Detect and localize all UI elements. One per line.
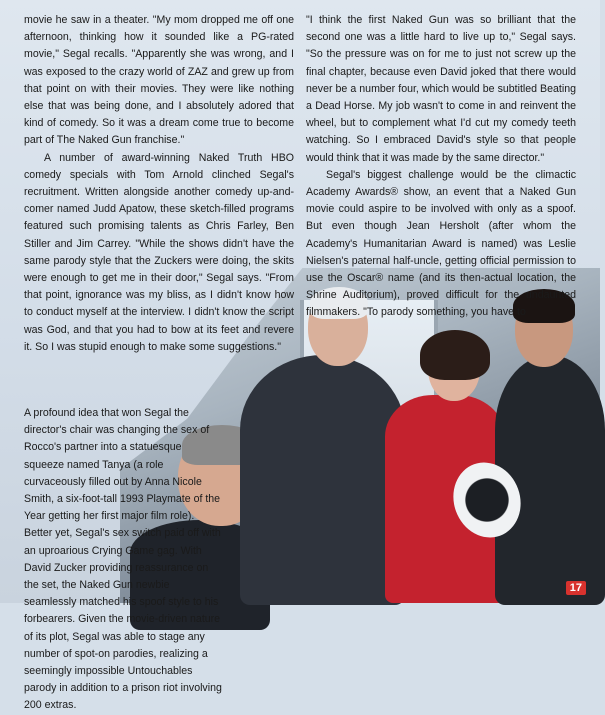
left-paragraph-2: A number of award-winning Naked Truth HBO comedy specials with Tom Arnold clinched Segal's recruitment. Written alongside another comedy up-and-comer named Judd Apatow, these sketch-filled programs featured such promising talents as Chris Farley, Ben Stiller and Jim Carrey. "While the shows didn't have the same parody style that the Zuckers were doing, the skits were enough to get me in their door," Segal says. "From that point, ignorance was my bliss, as I didn't know how to conduct myself at the interview. I didn't know the script was God, and that you had to bow at its feet and revere it. So I was stupid enough to make some suggestions." <box>24 151 294 353</box>
page-number: 17 <box>566 581 586 595</box>
right-column <box>306 12 576 322</box>
right-paragraph-1: "I think the first Naked Gun was so brilliant that the second one was a little hard to live up to," Segal says. "So the pressure was on for me to just not screw up the final chapter, because even David joked that there would never be a number four, which would be subtitled Beating a Dead Horse. My job wasn't to come in and reinvent the wheel, but to complement what I'd cut my comedy teeth watching. So I embraced David's style so that people would think that it was made by the same director." <box>306 14 576 164</box>
left-column-wrap-text <box>24 405 224 715</box>
left-column <box>24 12 294 356</box>
left-paragraph-3: A profound idea that won Segal the director's chair was changing the sex of Rocco's partner into a statuesque squeeze named Tanya (a role curvaceously filled out by Anna Nicole Smith, a six-foot-tall 1993 Playmate of the Year getting her first major film role). Better yet, Segal's sex switch paid off with an uproarious Crying Game gag. With David Zucker providing reassurance on the set, the Naked Gun newbie seamlessly matched his spoof style to his forbearers. Given the movie-driven nature of its plot, Segal was able to stage any number of spot-on parodies, realizing a seemingly impossible Untouchables parody in addition to a prison riot involving 200 extras. <box>24 407 222 712</box>
photo-man-center <box>240 355 405 605</box>
left-paragraph-1: movie he saw in a theater. "My mom dropped me off one afternoon, thinking how it sounded like a PG-rated movie," Segal recalls. "Apparently she was wrong, and I was exposed to the crazy world of ZAZ and grew up from that point on with their movies. They were like nothing else that was being done, and I absolutely adored that kind of comedy. So it was a dream come true to become part of The Naked Gun franchise." <box>24 14 294 147</box>
photo-woman-hair <box>420 330 490 380</box>
right-paragraph-2: Segal's biggest challenge would be the climactic Academy Awards® show, an event that a Naked Gun movie could aspire to be involved with only as a spoof. But even though Jean Hersholt (after whom the Academy's Humanitarian Award is named) was Leslie Nielsen's paternal half-uncle, getting official permission to use the Oscar® name (and its then-actual location, the Shrine Auditorium), proved difficult for the undaunted filmmakers. "To parody something, you have to <box>306 168 576 319</box>
